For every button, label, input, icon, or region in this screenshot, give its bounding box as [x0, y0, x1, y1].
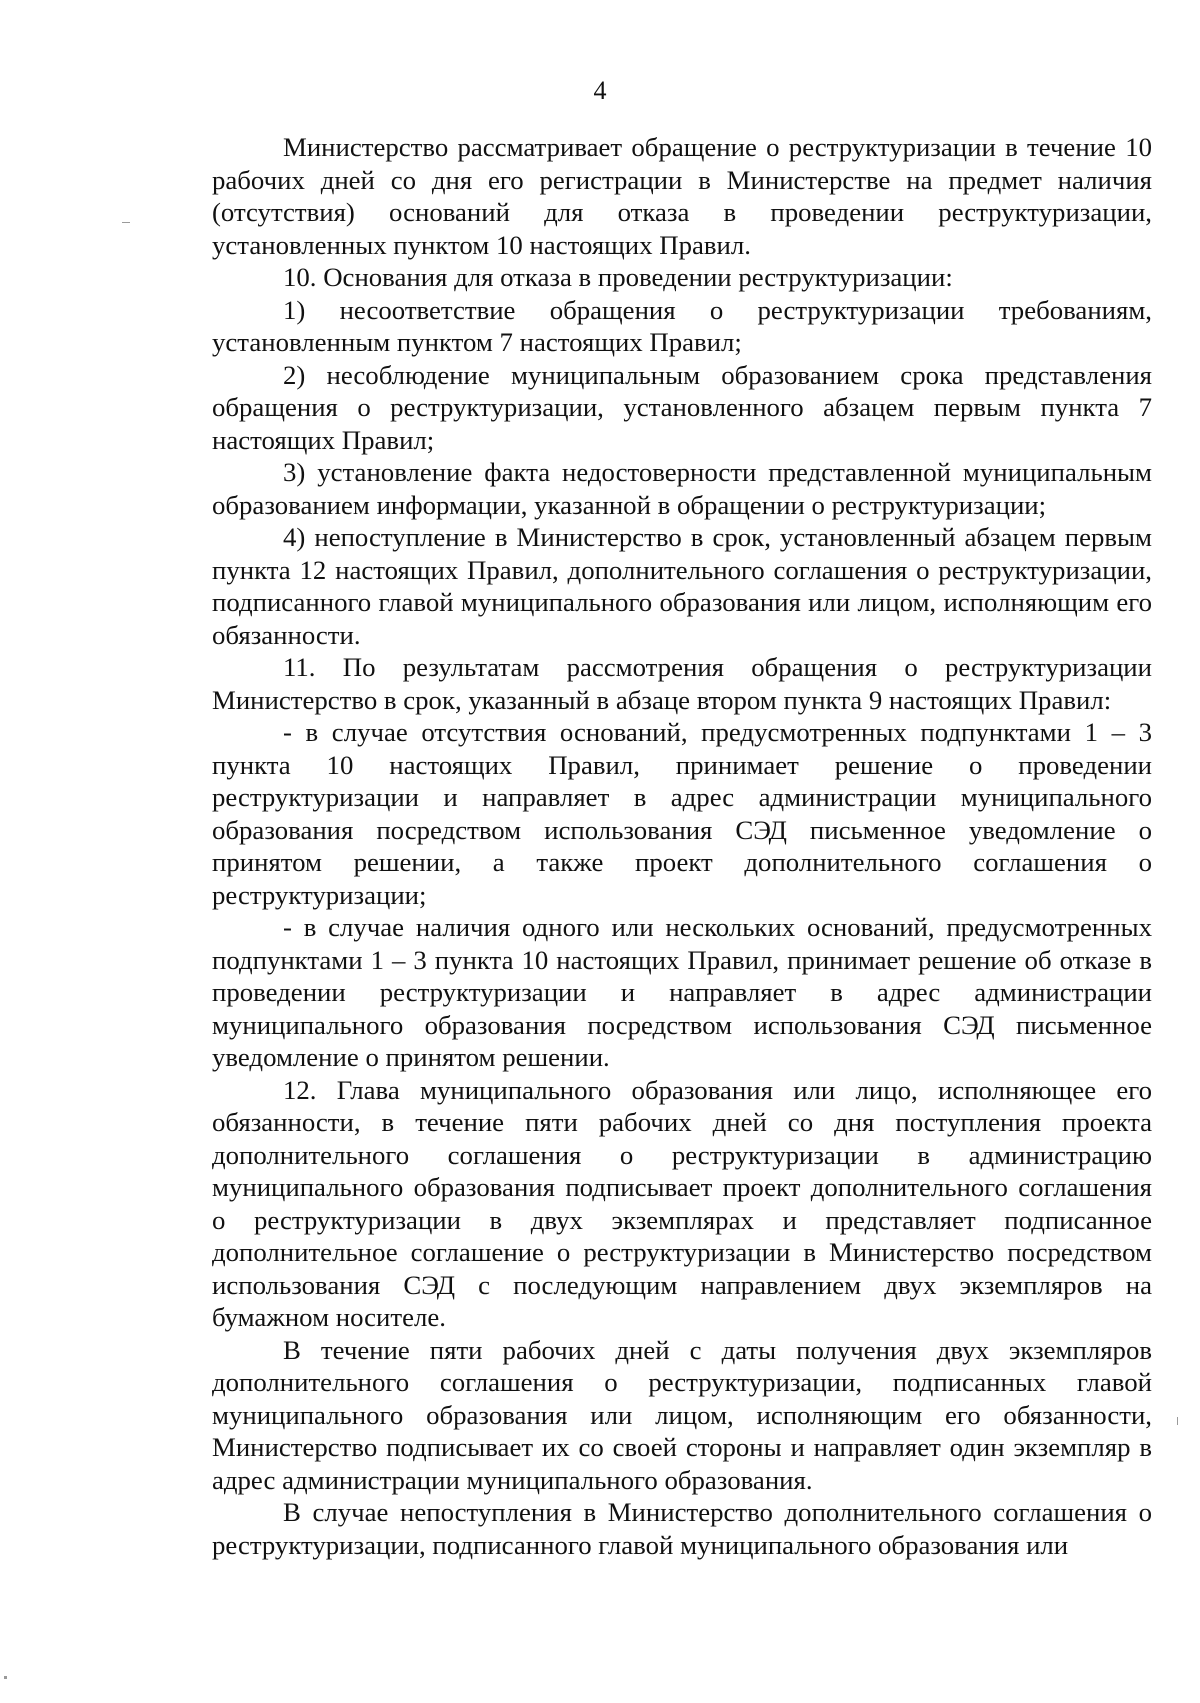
- paragraph-item-10-heading: 10. Основания для отказа в проведении реструктуризации:: [283, 262, 953, 292]
- scan-speck: [4, 1676, 7, 1679]
- paragraph-subitem-4: 4) непоступление в Министерство в срок, установленный абзацем первым пункта 12 настоящих Правил, дополнительного соглашения о реструктуризации, подписанного главой муниципального образования или лицом, исполняющим его обязанности.: [212, 522, 1152, 650]
- paragraph-non-receipt: В случае непоступления в Министерство дополнительного соглашения о реструктуризации, подписанного главой муниципального образования или: [212, 1497, 1152, 1560]
- paragraph-item-12: 12. Глава муниципального образования или лицо, исполняющее его обязанности, в течение пяти рабочих дней со дня поступления проекта дополнительного соглашения о реструктуризации в администрацию муниципального образования подписывает проект дополнительного соглашения о реструктуризации в двух экземплярах и представляет подписанное дополнительное соглашение о реструктуризации в Министерство посредством использования СЭД с последующим направлением двух экземпляров на бумажном носителе.: [212, 1074, 1152, 1332]
- page-number: 4: [593, 76, 607, 105]
- paragraph-subitem-1: 1) несоответствие обращения о реструктуризации требованиям, установленным пунктом 7 настоящих Правил;: [212, 294, 1152, 357]
- paragraph-review-period: Министерство рассматривает обращение о реструктуризации в течение 10 рабочих дней со дня его регистрации в Министерстве на предмет наличия (отсутствия) оснований для отказа в проведении реструктуризации, установленных пунктом 10 настоящих Правил.: [212, 132, 1152, 260]
- paragraph-ministry-signing: В течение пяти рабочих дней с даты получения двух экземпляров дополнительного соглашения о реструктуризации, подписанных главой муниципального образования или лицом, исполняющим его обязанности, Министерство подписывает их со своей стороны и направляет один экземпляр в адрес администрации муниципального образования.: [212, 1334, 1152, 1495]
- paragraph-item-11-refuse: - в случае наличия одного или нескольких оснований, предусмотренных подпунктами 1 – 3 пункта 10 настоящих Правил, принимает решение об отказе в проведении реструктуризации и направляет в адрес администрации муниципального образования посредством использования СЭД письменное уведомление о принятом решении.: [212, 912, 1152, 1072]
- paragraph-subitem-3: 3) установление факта недостоверности представленной муниципальным образованием информации, указанной в обращении о реструктуризации;: [212, 457, 1152, 520]
- scan-speck: [122, 222, 130, 223]
- document-body: [212, 131, 1152, 1561]
- paragraph-subitem-2: 2) несоблюдение муниципальным образованием срока представления обращения о реструктуризации, установленного абзацем первым пункта 7 настоящих Правил;: [212, 359, 1152, 455]
- paragraph-item-11: 11. По результатам рассмотрения обращения о реструктуризации Министерство в срок, указанный в абзаце втором пункта 9 настоящих Правил:: [212, 652, 1152, 715]
- paragraph-item-11-approve: - в случае отсутствия оснований, предусмотренных подпунктами 1 – 3 пункта 10 настоящих Правил, принимает решение о проведении реструктуризации и направляет в адрес администрации муниципального образования посредством использования СЭД письменное уведомление о принятом решении, а также проект дополнительного соглашения о реструктуризации;: [212, 717, 1152, 910]
- scan-speck: [1177, 1417, 1178, 1425]
